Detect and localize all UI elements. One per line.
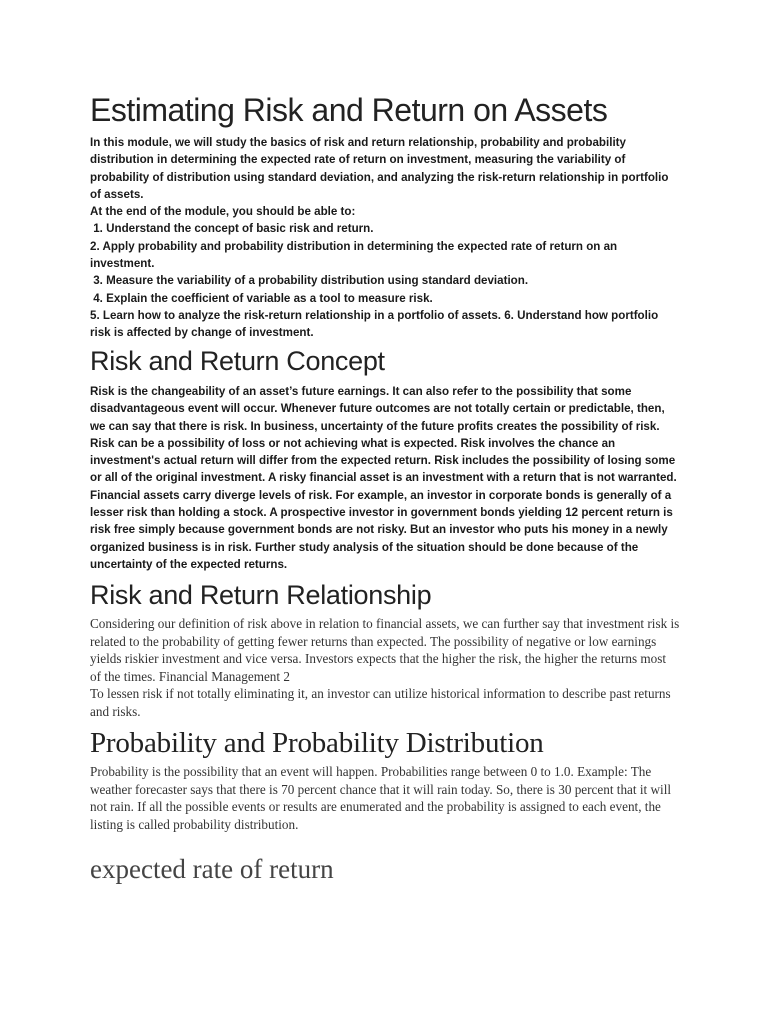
risk-return-relationship-heading: Risk and Return Relationship: [90, 580, 432, 610]
objective-item: 1. Understand the concept of basic risk and return.: [90, 222, 374, 236]
expected-rate-heading: expected rate of return: [90, 854, 334, 884]
objective-item: 5. Learn how to analyze the risk-return relationship in a portfolio of assets. 6. Understand how portfolio risk is affected by change of investment.: [90, 308, 659, 340]
risk-return-concept-heading: Risk and Return Concept: [90, 346, 385, 376]
risk-return-concept-text: Risk is the changeability of an asset’s future earnings. It can also refer to the possibility that some disadvantageous event will occur. Whenever future outcomes are not totally certain or predictable, then, we can say that there is risk. In business, uncertainty of the future profits creates the possibility of risk. Risk can be a possibility of loss or not achieving what is expected. Risk involves the chance an investment's actual return will differ from the expected return. Risk includes the possibility of losing some or all of the original investment. A risky financial asset is an investment with a return that is not warranted. Financial assets carry diverge levels of risk. For example, an investor in corporate bonds is generally of a lesser risk than holding a stock. A prospective investor in government bonds yielding 12 percent return is risk free simply because government bonds are not risky. But an investor who puts his money in a newly organized business is in risk. Further study analysis of the situation should be done because of the uncertainty of the expected returns.: [90, 385, 677, 571]
document-title: Estimating Risk and Return on Assets: [90, 92, 608, 128]
probability-heading: Probability and Probability Distribution: [90, 727, 544, 759]
risk-return-relationship-section: [90, 615, 680, 721]
intro-paragraph: In this module, we will study the basics of risk and return relationship, probability and probability distribution in determining the expected rate of return on investment, measuring the variability of probability of distribution using standard deviation, and analyzing the risk-return relationship in portfolio of assets.: [90, 136, 669, 201]
probability-text: Probability is the possibility that an event will happen. Probabilities range between 0 to 1.0. Example: The weather forecaster says that there is 70 percent chance that it will rain today. So, there is 30 percent that it will not rain. If all the possible events or results are enumerated and the probability is assigned to each event, the listing is called probability distribution.: [90, 764, 672, 832]
objective-item: 2. Apply probability and probability distribution in determining the expected rate of return on an investment.: [90, 239, 618, 271]
relationship-paragraph: To lessen risk if not totally eliminating it, an investor can utilize historical information to describe past returns and risks.: [90, 686, 671, 719]
objective-item: 3. Measure the variability of a probability distribution using standard deviation.: [90, 274, 529, 288]
objectives-lead: At the end of the module, you should be able to:: [90, 205, 356, 219]
relationship-paragraph: Considering our definition of risk above in relation to financial assets, we can further say that investment risk is related to the probability of getting fewer returns than expected. The possibility of negative or low earnings yields riskier investment and vice versa. Investors expects that the higher the risk, the higher the returns most of the times. Financial Management 2: [90, 616, 680, 684]
objective-item: 4. Explain the coefficient of variable as a tool to measure risk.: [90, 291, 433, 305]
intro-section: [90, 134, 680, 342]
